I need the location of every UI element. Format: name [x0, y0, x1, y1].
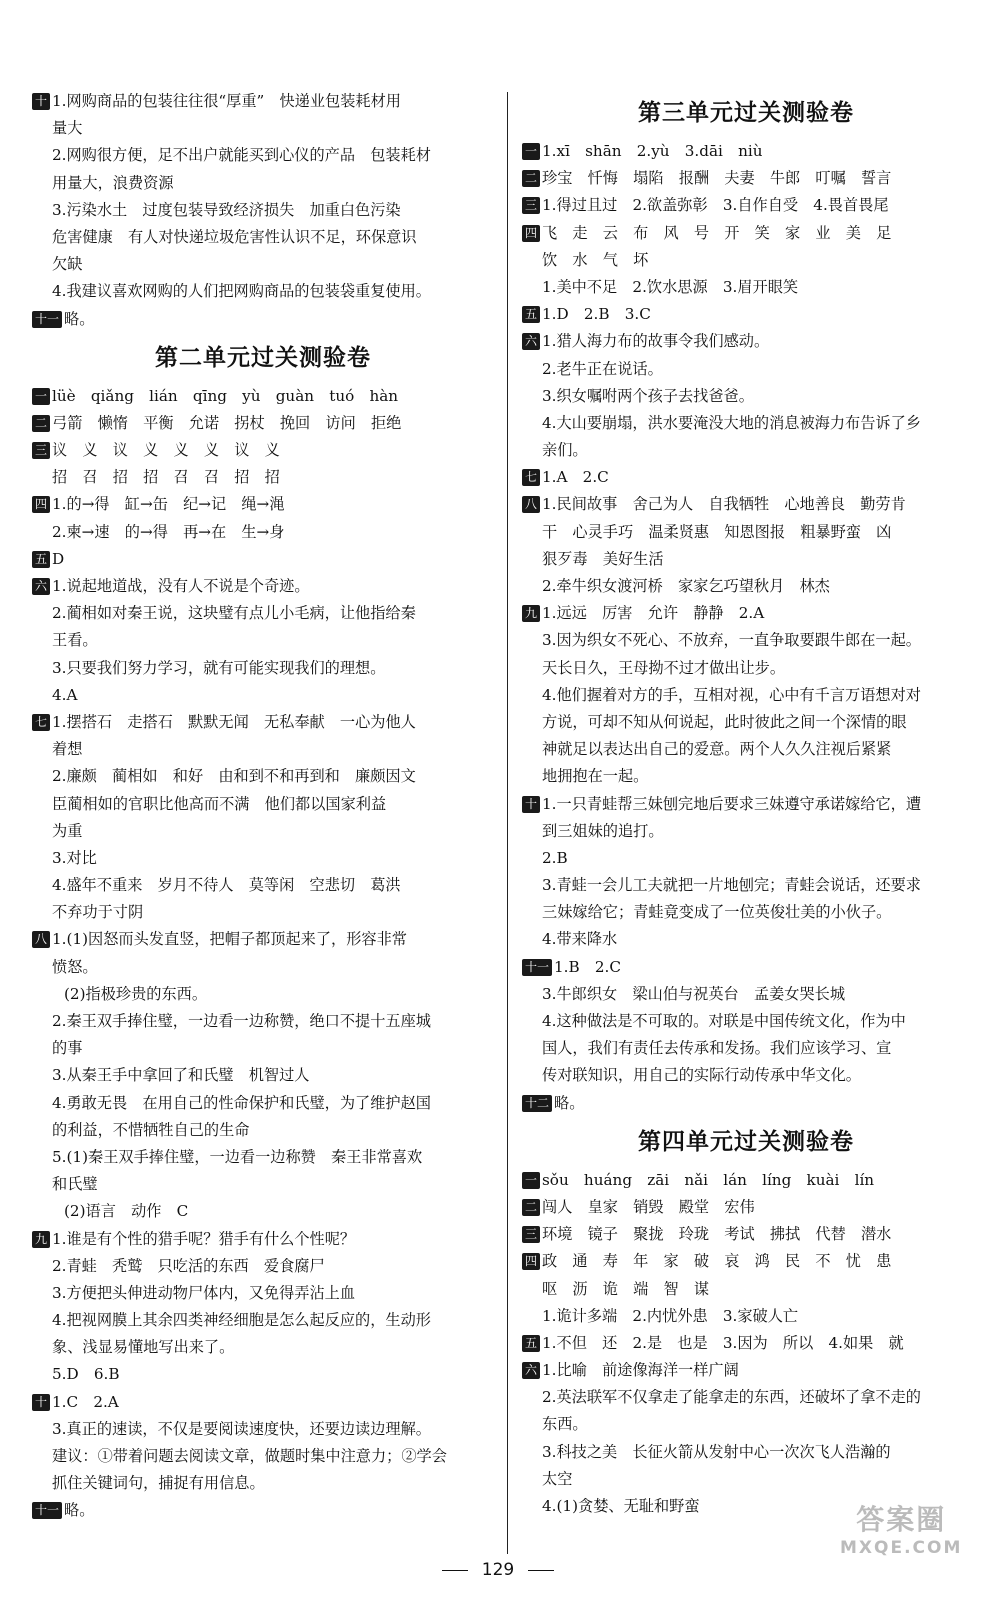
question-number-badge: 一	[32, 388, 50, 405]
answer-line	[522, 926, 970, 953]
answer-line	[522, 1276, 970, 1303]
answer-text: 2.英法联军不仅拿走了能拿走的东西，还破坏了拿不走的	[542, 1388, 921, 1407]
question-line	[32, 491, 494, 518]
answer-line	[522, 1008, 970, 1035]
answer-line	[522, 519, 970, 546]
answer-text: 1.谁是有个性的猎手呢？猎手有什么个性呢？	[52, 1229, 356, 1248]
answer-text: 3.科技之美 长征火箭从发射中心一次次飞人浩瀚的	[542, 1442, 891, 1461]
answer-text: 2.B	[542, 848, 568, 867]
question-number-badge: 十	[32, 93, 50, 110]
section-heading: 第二单元过关测验卷	[155, 344, 371, 371]
answer-text: 危害健康 有人对快递垃圾危害性认识不足，环保意识	[52, 227, 417, 246]
answer-line	[32, 197, 494, 224]
question-number-badge: 三	[522, 197, 540, 214]
answer-text: 飞 走 云 布 风 号 开 笑 家 业 美 足	[542, 223, 892, 242]
question-number-badge: 九	[32, 1231, 50, 1248]
answer-line	[522, 247, 970, 274]
answer-text: lüè qiǎng lián qīng yù guàn tuó hàn	[52, 386, 399, 405]
answer-line	[522, 546, 970, 573]
answer-line	[522, 573, 970, 600]
answer-line	[32, 1198, 494, 1225]
answer-text: 5.(1)秦王双手捧住璧，一边看一边称赞 秦王非常喜欢	[52, 1147, 423, 1166]
answer-line	[522, 818, 970, 845]
answer-line	[32, 251, 494, 278]
question-line	[32, 573, 494, 600]
answer-line	[32, 1035, 494, 1062]
answer-line	[32, 1334, 494, 1361]
answer-line	[522, 356, 970, 383]
answer-text: (2)语言 动作 C	[64, 1202, 189, 1221]
question-number-badge: 三	[522, 1226, 540, 1243]
question-number-badge: 七	[522, 469, 540, 486]
answer-text: 呕 沥 诡 端 智 谋	[542, 1279, 710, 1298]
answer-text: 量大	[52, 119, 83, 138]
answer-line	[522, 1411, 970, 1438]
question-line	[522, 1090, 970, 1117]
question-number-badge: 八	[32, 931, 50, 948]
question-line	[32, 709, 494, 736]
answer-line	[522, 410, 970, 437]
answer-text: 狠歹毒 美好生活	[542, 549, 664, 568]
answer-text: 抓住关键词句，捕捉有用信息。	[52, 1474, 265, 1493]
answer-line	[32, 899, 494, 926]
answer-text: (2)指极珍贵的东西。	[64, 984, 208, 1003]
column-divider	[507, 92, 508, 1554]
answer-text: 王看。	[52, 631, 98, 650]
answer-line	[522, 1303, 970, 1330]
question-line	[522, 1167, 970, 1194]
answer-line	[32, 278, 494, 305]
question-number-badge: 六	[32, 578, 50, 595]
answer-text: 4.把视网膜上其余四类神经细胞是怎么起反应的，生动形	[52, 1311, 431, 1330]
section-heading: 第四单元过关测验卷	[638, 1128, 854, 1155]
question-line	[522, 1248, 970, 1275]
answer-text: 3.因为织女不死心、不放弃，一直争取要跟牛郎在一起。	[542, 631, 921, 650]
answer-text: 象、浅显易懂地写出来了。	[52, 1338, 235, 1357]
answer-line	[522, 655, 970, 682]
answer-text: 不弃功于寸阴	[52, 903, 144, 922]
answer-text: 3.只要我们努力学习，就有可能实现我们的理想。	[52, 658, 386, 677]
answer-text: 4.我建议喜欢网购的人们把网购商品的包装袋重复使用。	[52, 282, 431, 301]
answer-text: 1.民间故事 舍己为人 自我牺牲 心地善良 勤劳肯	[542, 495, 906, 514]
watermark-url: MXQE.COM	[840, 1538, 963, 1558]
answer-line	[32, 519, 494, 546]
answer-text: 1.远远 厉害 允许 静静 2.A	[542, 604, 765, 623]
answer-text: 1.摆搭石 走搭石 默默无闻 无私奉献 一心为他人	[52, 712, 416, 731]
answer-text: 4.大山要崩塌，洪水要淹没大地的消息被海力布告诉了乡	[542, 413, 921, 432]
answer-line	[32, 655, 494, 682]
answer-line	[32, 600, 494, 627]
answer-text: 1.一只青蛙帮三妹刨完地后要求三妹遵守承诺嫁给它，遭	[542, 794, 922, 813]
answer-text: 4.盛年不重来 岁月不待人 莫等闲 空悲切 葛洪	[52, 876, 401, 895]
answer-text: 1.A 2.C	[542, 468, 609, 487]
question-number-badge: 六	[522, 1362, 540, 1379]
answer-text: 1.D 2.B 3.C	[542, 305, 651, 324]
answer-text: 4.勇敢无畏 在用自己的性命保护和氏璧，为了维护赵国	[52, 1093, 431, 1112]
answer-text: 传对联知识，用自己的实际行动传承中华文化。	[542, 1066, 861, 1085]
answer-text: 东西。	[542, 1415, 588, 1434]
answer-text: 和氏璧	[52, 1175, 98, 1194]
answer-text: 1.诡计多端 2.内忧外患 3.家破人亡	[542, 1306, 799, 1325]
answer-text: 2.秦王双手捧住璧，一边看一边称赞，绝口不提十五座城	[52, 1012, 431, 1030]
answer-text: 臣蔺相如的官职比他高而不满 他们都以国家利益	[52, 794, 387, 813]
answer-text: 弓箭 懒惰 平衡 允诺 拐杖 挽回 访问 拒绝	[52, 413, 402, 432]
answer-line	[32, 736, 494, 763]
answer-line	[32, 115, 494, 142]
question-line	[522, 1330, 970, 1357]
answer-line	[32, 1090, 494, 1117]
answer-text: 珍宝 忏悔 塌陷 报酬 夫妻 牛郎 叮嘱 誓言	[542, 169, 892, 188]
page-number-text: 129	[481, 1560, 515, 1580]
answer-text: 闯人 皇家 销毁 殿堂 宏伟	[542, 1197, 755, 1216]
answer-text: 议 义 议 义 义 义 议 义	[52, 441, 280, 460]
question-line	[522, 791, 970, 818]
answer-text: 的事	[52, 1039, 83, 1058]
answer-line	[32, 627, 494, 654]
page-number-right-dash	[528, 1570, 554, 1571]
page-number-left-dash	[442, 1570, 468, 1571]
answer-line	[32, 682, 494, 709]
answer-line	[32, 1416, 494, 1443]
answer-text: 3.织女嘱咐两个孩子去找爸爸。	[542, 386, 754, 405]
question-line	[32, 437, 494, 464]
answer-text: 到三姐妹的追打。	[542, 821, 664, 840]
watermark-title: 答案圈	[856, 1503, 947, 1536]
answer-line	[32, 1144, 494, 1171]
answer-line	[32, 872, 494, 899]
answer-line	[32, 845, 494, 872]
question-number-badge: 四	[522, 225, 540, 242]
question-line	[522, 1221, 970, 1248]
question-number-badge: 三	[32, 442, 50, 459]
answer-line	[522, 627, 970, 654]
question-number-badge: 十二	[522, 1095, 552, 1112]
answer-text: 1.C 2.A	[52, 1392, 119, 1411]
question-number-badge: 二	[32, 415, 50, 432]
answer-line	[522, 763, 970, 790]
answer-line	[32, 1280, 494, 1307]
answer-text: 4.(1)贪婪、无耻和野蛮	[542, 1497, 700, 1515]
answer-text: 1.网购商品的包装往往很“厚重” 快递业包装耗材用	[52, 92, 401, 110]
answer-line	[32, 1253, 494, 1280]
answer-line	[32, 954, 494, 981]
question-number-badge: 八	[522, 496, 540, 513]
answer-line	[32, 763, 494, 790]
answer-line	[522, 981, 970, 1008]
answer-line	[522, 1384, 970, 1411]
answer-text: 天长日久，王母拗不过才做出让步。	[542, 658, 785, 677]
answer-text: 略。	[64, 309, 95, 328]
answer-text: 2.老牛正在说话。	[542, 359, 663, 378]
question-line	[32, 1497, 494, 1524]
answer-text: 招 召 招 招 召 召 招 招	[52, 468, 280, 487]
answer-text: 4.A	[52, 685, 78, 704]
answer-text: 为重	[52, 821, 83, 840]
answer-line	[522, 899, 970, 926]
question-line	[522, 1194, 970, 1221]
answer-text: 国人，我们有责任去传承和发扬。我们应该学习、宣	[542, 1039, 892, 1058]
answer-text: 1.美中不足 2.饮水思源 3.眉开眼笑	[542, 277, 799, 296]
answer-line	[522, 682, 970, 709]
answer-text: 4.他们握着对方的手，互相对视，心中有千言万语想对对	[542, 685, 921, 704]
answer-line	[32, 818, 494, 845]
answer-line	[522, 1439, 970, 1466]
question-number-badge: 四	[32, 496, 50, 513]
answer-text: 3.真正的速读，不仅是要阅读速度快，还要边读边理解。	[52, 1419, 431, 1438]
answer-text: 2.蔺相如对秦王说，这块璧有点儿小毛病，让他指给秦	[52, 604, 416, 623]
answer-text: 1.说起地道战，没有人不说是个奇迹。	[52, 577, 310, 595]
answer-text: 4.这种做法是不可取的。对联是中国传统文化，作为中	[542, 1012, 906, 1030]
question-line	[522, 464, 970, 491]
answer-text: 1.的→得 缸→缶 纪→记 绳→渑	[52, 495, 285, 514]
answer-text: 2.牵牛织女渡河桥 家家乞巧望秋月 林杰	[542, 577, 830, 595]
answer-line	[32, 791, 494, 818]
right-answer-column	[522, 88, 970, 1520]
answer-line	[32, 1117, 494, 1144]
left-answer-column	[32, 88, 494, 1525]
answer-text: 用量大，浪费资源	[52, 173, 174, 192]
question-line	[522, 491, 970, 518]
question-number-badge: 五	[522, 1335, 540, 1352]
answer-text: sǒu huáng zāi nǎi lán líng kuài lín	[542, 1170, 875, 1189]
question-number-badge: 九	[522, 605, 540, 622]
answer-line	[522, 872, 970, 899]
answer-text: 1.不但 还 2.是 也是 3.因为 所以 4.如果 就	[542, 1333, 904, 1352]
question-number-badge: 二	[522, 1199, 540, 1216]
question-number-badge: 一	[522, 143, 540, 160]
answer-text: 3.牛郎织女 梁山伯与祝英台 孟姜女哭长城	[542, 984, 846, 1003]
question-line	[522, 301, 970, 328]
answer-text: 4.带来降水	[542, 930, 618, 949]
answer-text: 建议：①带着问题去阅读文章，做题时集中注意力；②学会	[52, 1447, 447, 1465]
answer-text: 方说，可却不知从何说起，此时彼此之间一个深情的眼	[542, 712, 907, 731]
answer-line	[32, 1062, 494, 1089]
question-line	[32, 1226, 494, 1253]
answer-text: 1.xī shān 2.yù 3.dāi niù	[542, 142, 763, 160]
answer-text: 地拥抱在一起。	[542, 767, 649, 786]
answer-line	[522, 437, 970, 464]
answer-line	[522, 383, 970, 410]
question-number-badge: 十一	[32, 1502, 62, 1519]
answer-line	[522, 1035, 970, 1062]
answer-text: 的利益，不惜牺牲自己的生命	[52, 1120, 250, 1139]
answer-line	[522, 709, 970, 736]
question-number-badge: 十一	[522, 959, 552, 976]
answer-line	[32, 1470, 494, 1497]
question-number-badge: 七	[32, 714, 50, 731]
answer-text: 1.(1)因怒而头发直竖，把帽子都顶起来了，形容非常	[52, 930, 407, 949]
answer-text: 欠缺	[52, 255, 83, 274]
question-line	[522, 165, 970, 192]
question-number-badge: 五	[522, 306, 540, 323]
question-number-badge: 一	[522, 1172, 540, 1189]
answer-text: 略。	[554, 1093, 585, 1112]
answer-text: 2.网购很方便，足不出户就能买到心仪的产品 包装耗材	[52, 146, 431, 165]
question-line	[522, 328, 970, 355]
answer-text: 三妹嫁给它；青蛙竟变成了一位英俊壮美的小伙子。	[542, 903, 892, 922]
answer-text: 环境 镜子 聚拢 玲珑 考试 拂拭 代替 潜水	[542, 1225, 892, 1244]
answer-text: 1.比喻 前途像海洋一样广阔	[542, 1361, 739, 1380]
question-line	[32, 1389, 494, 1416]
answer-line	[522, 1062, 970, 1089]
answer-text: 亲们。	[542, 441, 588, 460]
answer-text: 3.从秦王手中拿回了和氏璧 机智过人	[52, 1066, 310, 1085]
answer-line	[32, 170, 494, 197]
answer-text: 3.方便把头伸进动物尸体内，又免得弄沾上血	[52, 1283, 356, 1302]
answer-line	[32, 981, 494, 1008]
answer-line	[32, 1307, 494, 1334]
answer-text: 1.B 2.C	[554, 957, 621, 976]
answer-line	[32, 464, 494, 491]
answer-line	[32, 1443, 494, 1470]
question-number-badge: 二	[522, 170, 540, 187]
answer-text: 政 通 寿 年 家 破 哀 鸿 民 不 忧 患	[542, 1252, 892, 1271]
answer-text: 3.污染水土 过度包装导致经济损失 加重白色污染	[52, 200, 401, 219]
question-line	[32, 383, 494, 410]
question-line	[32, 410, 494, 437]
question-line	[32, 546, 494, 573]
answer-text: 着想	[52, 740, 83, 759]
page-number	[0, 1560, 996, 1580]
answer-line	[522, 274, 970, 301]
question-line	[522, 600, 970, 627]
answer-text: 2.青蛙 秃鹫 只吃活的东西 爱食腐尸	[52, 1256, 325, 1275]
question-line	[522, 138, 970, 165]
answer-line	[522, 845, 970, 872]
answer-text: 神就足以表达出自己的爱意。两个人久久注视后紧紧	[542, 740, 892, 759]
question-line	[522, 192, 970, 219]
question-number-badge: 十	[522, 796, 540, 813]
answer-text: 愤怒。	[52, 957, 98, 976]
answer-text: 略。	[64, 1501, 95, 1520]
question-line	[32, 88, 494, 115]
answer-text: 2.廉颇 蔺相如 和好 由和到不和再到和 廉颇因文	[52, 767, 416, 786]
answer-text: 3.对比	[52, 848, 97, 867]
question-number-badge: 十	[32, 1394, 50, 1411]
question-line	[522, 1357, 970, 1384]
answer-text: 饮 水 气 坏	[542, 250, 649, 269]
watermark	[840, 1498, 962, 1558]
section-heading: 第三单元过关测验卷	[638, 100, 854, 126]
answer-line	[522, 736, 970, 763]
question-line	[522, 220, 970, 247]
question-line	[32, 926, 494, 953]
answer-line	[32, 142, 494, 169]
question-line	[32, 306, 494, 333]
question-number-badge: 五	[32, 551, 50, 568]
answer-line	[32, 1361, 494, 1388]
question-number-badge: 六	[522, 333, 540, 350]
question-line	[522, 954, 970, 981]
answer-line	[32, 1171, 494, 1198]
answer-line	[32, 1008, 494, 1035]
answer-text: D	[52, 549, 65, 568]
answer-line	[32, 224, 494, 251]
answer-line	[522, 1466, 970, 1493]
answer-text: 干 心灵手巧 温柔贤惠 知恩图报 粗暴野蛮 凶	[542, 522, 892, 541]
question-number-badge: 十一	[32, 311, 62, 328]
answer-text: 1.得过且过 2.欲盖弥彰 3.自作自受 4.畏首畏尾	[542, 196, 889, 215]
answer-text: 2.柬→速 的→得 再→在 生→身	[52, 522, 285, 541]
question-number-badge: 四	[522, 1253, 540, 1270]
answer-text: 太空	[542, 1469, 573, 1488]
answer-text: 5.D 6.B	[52, 1365, 120, 1384]
answer-text: 3.青蛙一会儿工夫就把一片地刨完；青蛙会说话，还要求	[542, 876, 921, 895]
answer-text: 1.猎人海力布的故事令我们感动。	[542, 332, 770, 351]
